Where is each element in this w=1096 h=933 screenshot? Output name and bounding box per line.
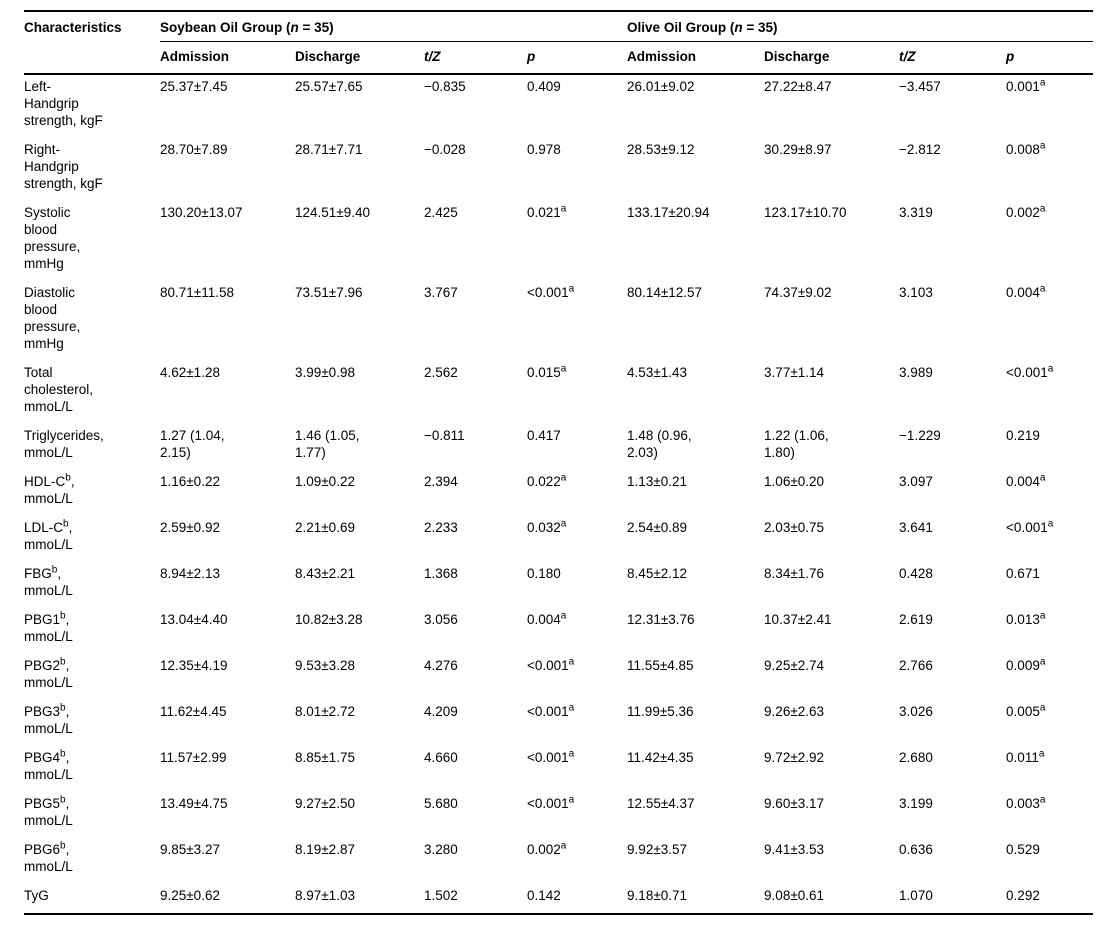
table-cell: 3.103	[899, 285, 933, 300]
table-cell: 3.056	[424, 612, 458, 627]
column-header-row	[24, 42, 1093, 75]
row-label: PBG3$^b$, mmoL/L	[24, 702, 73, 736]
table-cell: 3.280	[424, 842, 458, 857]
table-cell: 4.53±1.43	[627, 365, 688, 380]
table-cell: 3.319	[899, 205, 933, 220]
table-cell: 9.25±2.74	[764, 658, 825, 673]
col-header-admission-soybean: Admission	[160, 42, 295, 75]
table-cell: 1.502	[424, 884, 527, 914]
row-label: PBG4$^b$, mmoL/L	[24, 748, 73, 782]
table-cell: 9.72±2.92	[764, 750, 825, 765]
table-cell: 9.18±0.71	[627, 884, 764, 914]
table-cell: 1.368	[424, 566, 458, 581]
table-cell: 1.22 (1.06, 1.80)	[764, 428, 829, 460]
row-label: LDL-$C^b$, mmoL/L	[24, 518, 73, 552]
row-label: TyG	[24, 884, 160, 914]
row-label: Systolic blood pressure, mmHg	[24, 205, 81, 271]
table-cell: <0.001$^a$	[1006, 363, 1054, 380]
table-cell: 73.51±7.96	[295, 285, 363, 300]
table-cell: 0.005$^a$	[1006, 702, 1046, 719]
table-row	[24, 361, 1093, 424]
table-cell: 2.766	[899, 658, 933, 673]
row-label: Triglycerides, mmoL/L	[24, 428, 104, 460]
table-cell: 0.142	[527, 884, 627, 914]
table-cell: 26.01±9.02	[627, 79, 695, 94]
table-cell: 0.003$^a$	[1006, 794, 1046, 811]
table-cell: 2.680	[899, 750, 933, 765]
table-cell: 25.57±7.65	[295, 79, 363, 94]
table-cell: 3.199	[899, 796, 933, 811]
table-cell: 9.92±3.57	[627, 842, 688, 857]
table-cell: <0.001$^a$	[527, 794, 575, 811]
table-cell: 0.004$^a$	[1006, 283, 1046, 300]
table-cell: 9.25±0.62	[160, 884, 295, 914]
table-cell: <0.001$^a$	[527, 748, 575, 765]
row-label: Right- Handgrip strength, kgF	[24, 142, 103, 191]
table-row	[24, 562, 1093, 608]
table-cell: 80.71±11.58	[160, 285, 234, 300]
table-cell: 3.767	[424, 285, 458, 300]
table-cell: 8.01±2.72	[295, 704, 355, 719]
table-cell: 2.21±0.69	[295, 520, 355, 535]
table-cell: 8.85±1.75	[295, 750, 355, 765]
table-cell: 5.680	[424, 796, 458, 811]
table-cell: <0.001$^a$	[527, 283, 575, 300]
col-header-tz-olive: t/Z	[899, 42, 1006, 75]
table-cell: 0.978	[527, 142, 561, 157]
group-header-olive: Olive Oil Group (n = 35)	[627, 11, 1093, 42]
table-cell: <0.001$^a$	[527, 656, 575, 673]
table-cell: −3.457	[899, 79, 941, 94]
table-cell: 2.619	[899, 612, 933, 627]
row-label: PBG1$^b$, mmoL/L	[24, 610, 73, 644]
table-cell: −0.835	[424, 79, 466, 94]
row-label: Left- Handgrip strength, kgF	[24, 79, 103, 128]
table-cell: 0.001$^a$	[1006, 77, 1046, 94]
table-cell: 0.428	[899, 566, 933, 581]
table-cell: 0.021$^a$	[527, 203, 567, 220]
table-cell: 3.026	[899, 704, 933, 719]
row-label: Diastolic blood pressure, mmHg	[24, 285, 81, 351]
group-header-soybean: Soybean Oil Group (n = 35)	[160, 11, 627, 42]
table-cell: 9.41±3.53	[764, 842, 825, 857]
table-cell: 10.37±2.41	[764, 612, 832, 627]
table-row	[24, 654, 1093, 700]
table-row	[24, 424, 1093, 470]
table-cell: 0.180	[527, 566, 561, 581]
table-cell: 3.641	[899, 520, 933, 535]
table-cell: 124.51±9.40	[295, 205, 370, 220]
table-row	[24, 838, 1093, 884]
table-cell: −2.812	[899, 142, 941, 157]
table-cell: 0.409	[527, 79, 561, 94]
table-cell: 8.19±2.87	[295, 842, 355, 857]
table-cell: 8.45±2.12	[627, 566, 688, 581]
table-cell: 0.022$^a$	[527, 472, 567, 489]
table-cell: 0.002$^a$	[527, 840, 567, 857]
table-row	[24, 281, 1093, 361]
col-header-p-soybean: p	[527, 42, 627, 75]
table-cell: 30.29±8.97	[764, 142, 832, 157]
table-cell: 0.219	[1006, 428, 1040, 443]
table-cell: 0.004$^a$	[1006, 472, 1046, 489]
table-cell: 3.77±1.14	[764, 365, 825, 380]
table-cell: 0.011$^a$	[1006, 748, 1045, 765]
table-cell: 4.660	[424, 750, 458, 765]
table-cell: 9.60±3.17	[764, 796, 825, 811]
table-cell: 0.008$^a$	[1006, 140, 1046, 157]
table-cell: 12.31±3.76	[627, 612, 695, 627]
col-header-discharge-soybean: Discharge	[295, 42, 424, 75]
table-cell: 28.53±9.12	[627, 142, 695, 157]
table-cell: 0.417	[527, 428, 561, 443]
table-cell: 0.636	[899, 842, 933, 857]
table-cell: 1.48 (0.96, 2.03)	[627, 428, 692, 460]
table-cell: 11.57±2.99	[160, 750, 227, 765]
row-label: HDL-$C^b$, mmoL/L	[24, 472, 75, 506]
col-header-p-olive: p	[1006, 42, 1093, 75]
table-cell: 28.70±7.89	[160, 142, 228, 157]
table-cell: 1.16±0.22	[160, 474, 220, 489]
table-cell: 2.03±0.75	[764, 520, 825, 535]
table-row	[24, 138, 1093, 201]
table-row	[24, 516, 1093, 562]
table-cell: 2.394	[424, 474, 458, 489]
table-cell: 0.013$^a$	[1006, 610, 1046, 627]
table-cell: 27.22±8.47	[764, 79, 832, 94]
col-header-discharge-olive: Discharge	[764, 42, 899, 75]
table-cell: 2.233	[424, 520, 458, 535]
table-cell: 0.002$^a$	[1006, 203, 1046, 220]
table-row	[24, 884, 1093, 914]
table-cell: 9.85±3.27	[160, 842, 220, 857]
table-cell: 11.62±4.45	[160, 704, 227, 719]
row-label: FBG$^b$, mmoL/L	[24, 564, 73, 598]
table-body	[24, 74, 1093, 914]
table-cell: 12.35±4.19	[160, 658, 228, 673]
table-cell: 11.99±5.36	[627, 704, 694, 719]
table-cell: 123.17±10.70	[764, 205, 847, 220]
table-row	[24, 608, 1093, 654]
table-cell: 0.009$^a$	[1006, 656, 1046, 673]
col-header-characteristics: Characteristics	[24, 11, 160, 74]
col-header-tz-soybean: t/Z	[424, 42, 527, 75]
table-cell: 9.53±3.28	[295, 658, 355, 673]
table-cell: −1.229	[899, 428, 941, 443]
table-cell: 0.292	[1006, 884, 1093, 914]
table-cell: 1.13±0.21	[627, 474, 688, 489]
table-cell: −0.028	[424, 142, 466, 157]
table-cell: 8.97±1.03	[295, 884, 424, 914]
table-cell: 11.55±4.85	[627, 658, 694, 673]
group-header-row	[24, 11, 1093, 42]
table-cell: 1.070	[899, 884, 1006, 914]
row-label: Total cholesterol, mmoL/L	[24, 365, 94, 414]
table-cell: 3.99±0.98	[295, 365, 355, 380]
table-cell: 2.59±0.92	[160, 520, 220, 535]
table-cell: 0.529	[1006, 842, 1040, 857]
table-row	[24, 792, 1093, 838]
table-cell: 9.27±2.50	[295, 796, 355, 811]
table-cell: 0.004$^a$	[527, 610, 567, 627]
table-cell: 80.14±12.57	[627, 285, 703, 300]
table-cell: <0.001$^a$	[527, 702, 575, 719]
table-cell: 25.37±7.45	[160, 79, 228, 94]
table-row	[24, 74, 1093, 138]
table-row	[24, 470, 1093, 516]
table-cell: 74.37±9.02	[764, 285, 832, 300]
table-cell: 133.17±20.94	[627, 205, 710, 220]
table-cell: −0.811	[424, 428, 465, 443]
table-cell: 0.015$^a$	[527, 363, 567, 380]
table-cell: 0.032$^a$	[527, 518, 567, 535]
table-cell: 2.54±0.89	[627, 520, 688, 535]
table-cell: 1.27 (1.04, 2.15)	[160, 428, 225, 460]
table-cell: <0.001$^a$	[1006, 518, 1054, 535]
table-cell: 8.34±1.76	[764, 566, 825, 581]
characteristics-table	[24, 10, 1093, 915]
table-cell: 13.04±4.40	[160, 612, 228, 627]
table-cell: 130.20±13.07	[160, 205, 243, 220]
table-cell: 11.42±4.35	[627, 750, 694, 765]
col-header-admission-olive: Admission	[627, 42, 764, 75]
table-cell: 4.62±1.28	[160, 365, 220, 380]
table-cell: 0.671	[1006, 566, 1040, 581]
row-label: PBG5$^b$, mmoL/L	[24, 794, 73, 828]
table-cell: 12.55±4.37	[627, 796, 695, 811]
row-label: PBG2$^b$, mmoL/L	[24, 656, 73, 690]
table-cell: 13.49±4.75	[160, 796, 228, 811]
table-row	[24, 700, 1093, 746]
table-cell: 10.82±3.28	[295, 612, 363, 627]
table-cell: 2.425	[424, 205, 458, 220]
table-cell: 9.08±0.61	[764, 884, 899, 914]
table-cell: 1.09±0.22	[295, 474, 355, 489]
table-cell: 3.097	[899, 474, 933, 489]
table-cell: 8.94±2.13	[160, 566, 220, 581]
table-cell: 3.989	[899, 365, 933, 380]
table-cell: 2.562	[424, 365, 458, 380]
table-cell: 4.276	[424, 658, 458, 673]
table-cell: 4.209	[424, 704, 458, 719]
table-cell: 8.43±2.21	[295, 566, 355, 581]
table-cell: 28.71±7.71	[295, 142, 363, 157]
table-cell: 1.06±0.20	[764, 474, 825, 489]
table-cell: 1.46 (1.05, 1.77)	[295, 428, 360, 460]
table-cell: 9.26±2.63	[764, 704, 825, 719]
row-label: PBG6$^b$, mmoL/L	[24, 840, 73, 874]
table-row	[24, 746, 1093, 792]
table-row	[24, 201, 1093, 281]
